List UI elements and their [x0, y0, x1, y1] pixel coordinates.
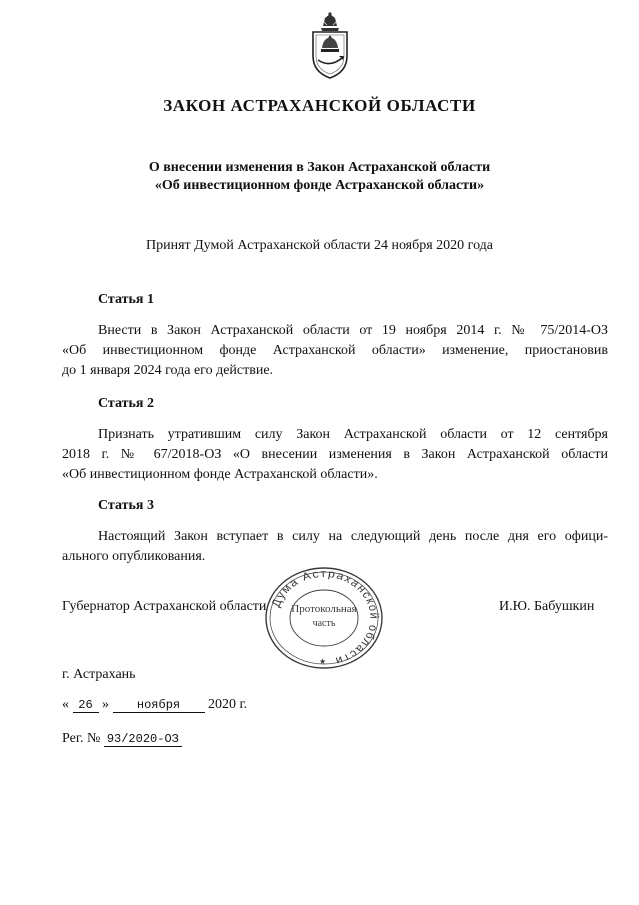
article-1-text: [62, 321, 608, 381]
stamp-center-line1: Протокольная: [291, 603, 357, 615]
article-1-heading: Статья 1: [98, 292, 154, 307]
date-month: ноября: [113, 698, 205, 713]
article-3-line-1: Настоящий Закон вступает в силу на следующий день после дня его офици-: [98, 529, 608, 544]
official-stamp: [263, 565, 385, 671]
governor-name: И.Ю. Бабушкин: [499, 599, 595, 614]
article-3-text: [62, 527, 608, 567]
date-year: 2020 г.: [208, 697, 248, 712]
date-open-quote: «: [62, 697, 69, 712]
city-name: г. Астрахань: [62, 667, 136, 682]
svg-text:★: ★: [319, 657, 327, 666]
article-2-heading: Статья 2: [98, 396, 154, 411]
registration-number: 93/2020-ОЗ: [104, 732, 182, 747]
article-2-text: [62, 425, 608, 485]
governor-position: Губернатор Астраханской области: [62, 599, 267, 614]
document-title: ЗАКОН АСТРАХАНСКОЙ ОБЛАСТИ: [163, 96, 476, 115]
date-day: 26: [73, 698, 99, 713]
coat-of-arms-emblem: [305, 12, 355, 80]
article-3-heading: Статья 3: [98, 498, 154, 513]
article-1-line-1: Внести в Закон Астраханской области от 19 ноября 2014 г. № 75/2014-ОЗ: [98, 323, 608, 338]
stamp-ring-text: Дума Астраханской области: [269, 568, 381, 667]
article-1-line-3: до 1 января 2024 года его действие.: [62, 363, 274, 378]
article-3-line-2: ального опубликования.: [62, 549, 206, 564]
adoption-statement: Принят Думой Астраханской области 24 ноября 2020 года: [145, 238, 494, 253]
stamp-center-line2: часть: [312, 618, 336, 629]
article-2-line-2: 2018 г. № 67/2018-ОЗ «О внесении изменения в Закон Астраханской области: [62, 447, 608, 462]
document-subtitle-line1: О внесении изменения в Закон Астраханской области: [148, 160, 491, 175]
registration-line: [62, 731, 182, 747]
article-2-line-3: «Об инвестиционном фонде Астраханской области».: [62, 467, 378, 482]
date-line: [62, 697, 247, 713]
registration-label: Рег. №: [62, 731, 101, 746]
article-2-line-1: Признать утратившим силу Закон Астраханской области от 12 сентября: [98, 427, 608, 442]
date-close-quote: »: [102, 697, 109, 712]
article-1-line-2: «Об инвестиционном фонде Астраханской области» изменение, приостановив: [62, 343, 608, 358]
document-subtitle-line2: «Об инвестиционном фонде Астраханской области»: [154, 178, 485, 193]
